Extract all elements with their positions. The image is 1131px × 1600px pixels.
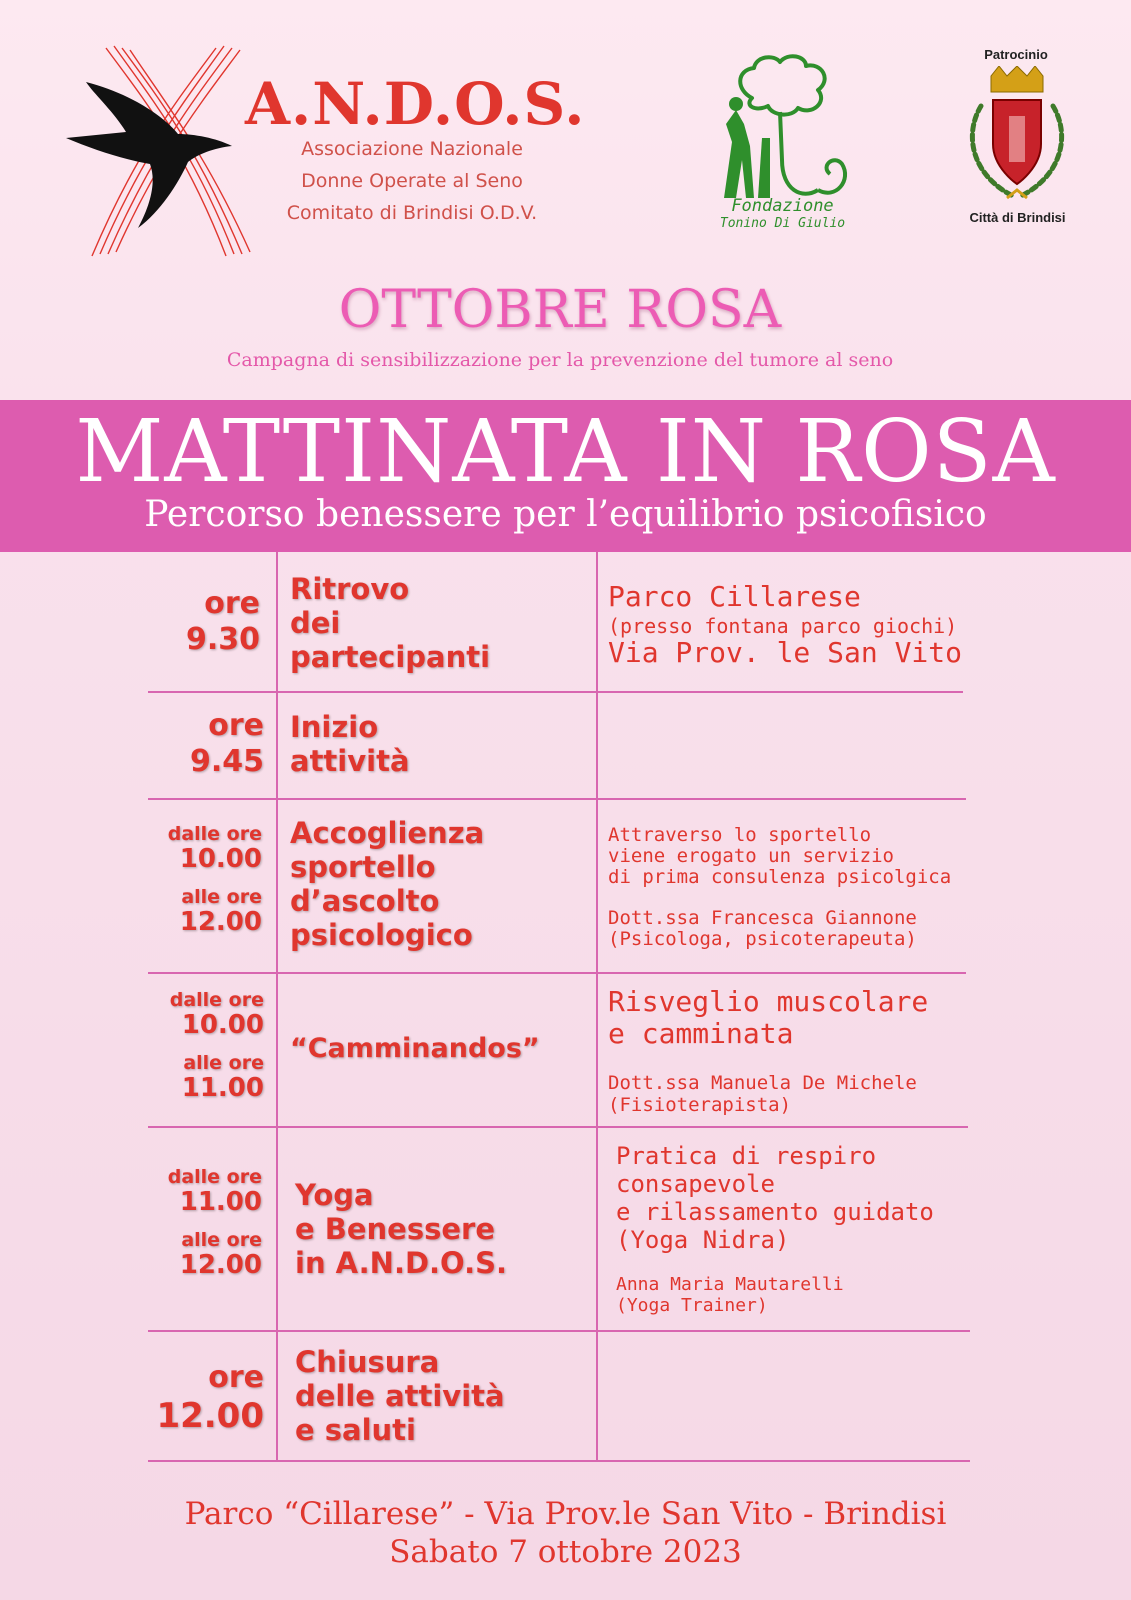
activity-name: Ritrovo dei partecipanti xyxy=(290,572,491,674)
time-range: dalle ore 11.00 alle ore 12.00 xyxy=(167,1166,262,1280)
city-name: Città di Brindisi xyxy=(969,210,1066,225)
event-subtitle: Percorso benessere per l’equilibrio psicofisico xyxy=(144,494,987,535)
activity-host: Dott.ssa Manuela De Michele (Fisioterapista) xyxy=(608,1072,917,1116)
activity-description: Attraverso lo sportello viene erogato un servizio di prima consulenza psicolgica xyxy=(608,824,952,888)
activity-name: Accoglienza sportello d’ascolto psicologico xyxy=(290,816,485,952)
time-label: ore 12.00 xyxy=(156,1360,264,1436)
activity-host: Anna Maria Mautarelli (Yoga Trainer) xyxy=(616,1274,844,1316)
row-divider xyxy=(148,691,963,693)
time-range: dalle ore 10.00 alle ore 12.00 xyxy=(167,823,262,937)
event-title: MATTINATA IN ROSA xyxy=(75,402,1056,502)
fondazione-name xyxy=(700,196,865,231)
swallow-icon xyxy=(66,82,232,228)
time-label: ore 9.45 xyxy=(189,708,264,779)
fondazione-line2: Tonino Di Giulio xyxy=(719,216,846,231)
event-location: Parco “Cillarese” - Via Prov.le San Vito - Brindisi xyxy=(184,1496,947,1532)
time-range: dalle ore 10.00 alle ore 11.00 xyxy=(169,989,264,1103)
andos-swallow-logo xyxy=(66,42,256,262)
city-crest-icon xyxy=(963,66,1071,206)
fondazione-line1: Fondazione xyxy=(731,196,834,216)
location-note: (presso fontana parco giochi) xyxy=(608,614,958,638)
row-divider xyxy=(148,1460,970,1462)
row-divider xyxy=(148,1330,970,1332)
andos-subtitle-line1: Associazione Nazionale xyxy=(301,138,523,160)
activity-name: Inizio attività xyxy=(290,710,410,778)
campaign-subtitle: Campagna di sensibilizzazione per la prevenzione del tumore al seno xyxy=(226,349,894,371)
row-divider xyxy=(148,972,966,974)
row-divider xyxy=(148,1126,968,1128)
event-date: Sabato 7 ottobre 2023 xyxy=(389,1534,742,1570)
andos-subtitle-line2: Donne Operate al Seno xyxy=(301,170,523,192)
activity-name: “Camminandos” xyxy=(290,1033,540,1064)
column-divider-1 xyxy=(276,552,278,1462)
patrocinio-label: Patrocinio xyxy=(984,47,1048,62)
activity-name: Yoga e Benessere in A.N.D.O.S. xyxy=(295,1178,507,1280)
campaign-title: OTTOBRE ROSA xyxy=(338,280,782,340)
row-divider xyxy=(148,798,966,800)
column-divider-2 xyxy=(596,552,598,1462)
fondazione-tree-logo xyxy=(706,50,866,210)
person-figure-icon xyxy=(724,110,754,198)
location-address: Via Prov. le San Vito xyxy=(608,636,963,669)
activity-description: Risveglio muscolare e camminata xyxy=(608,985,929,1050)
activity-description: Pratica di respiro consapevole e rilassamento guidato (Yoga Nidra) xyxy=(616,1142,934,1254)
andos-name: A.N.D.O.S. xyxy=(245,70,586,138)
activity-name: Chiusura delle attività e saluti xyxy=(295,1345,505,1447)
location-name: Parco Cillarese xyxy=(608,580,861,613)
activity-host: Dott.ssa Francesca Giannone (Psicologa, psicoterapeuta) xyxy=(608,907,917,950)
andos-subtitle-line3: Comitato di Brindisi O.D.V. xyxy=(286,202,538,224)
time-label: ore 9.30 xyxy=(185,586,260,657)
